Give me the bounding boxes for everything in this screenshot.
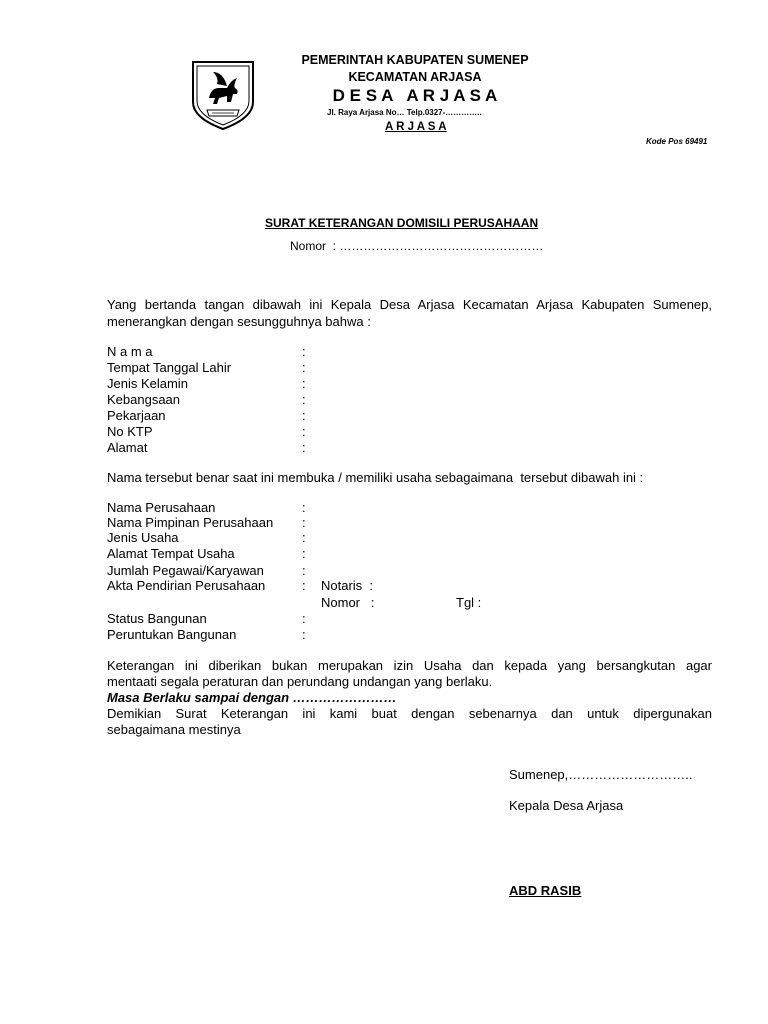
letterhead-village: D E S A A R J A S A [332,86,498,105]
field-colon: : [302,515,306,530]
field-label: Status Bangunan [107,611,207,626]
letterhead-address: Jl. Raya Arjasa No… Telp.0327-………….. [327,108,482,117]
postal-code: Kode Pos 69491 [646,137,708,146]
field-label: Jenis Kelamin [107,376,188,391]
validity-period: Masa Berlaku sampai dengan …………………… [107,690,397,705]
letterhead-town: A R J A S A [385,121,447,133]
field-colon: : [302,440,306,455]
field-colon: : [302,563,306,578]
field-colon: : [302,530,306,545]
field-colon: : [302,546,306,561]
letterhead-government: PEMERINTAH KABUPATEN SUMENEP [301,53,529,67]
closing-line-1: Demikian Surat Keterangan ini kami buat dengan sebenarnya dan untuk dipergunakan [107,706,712,721]
notaris-label: Notaris : [321,578,374,593]
village-logo [187,58,259,132]
field-label: Kebangsaan [107,392,181,407]
field-colon: : [302,424,306,439]
field-label: N a m a [107,344,153,359]
letterhead-district: KECAMATAN ARJASA [348,70,482,84]
field-colon: : [302,500,306,515]
signature-place-date: Sumenep,……………………….. [509,767,693,782]
letter-number: Nomor : …………………………………………… [290,239,544,253]
field-colon: : [302,360,306,375]
field-label: Jenis Usaha [107,530,179,545]
field-label: Tempat Tanggal Lahir [107,360,232,375]
intro-line-2: menerangkan dengan sesungguhnya bahwa : [107,314,371,329]
field-colon: : [302,627,306,642]
signature-name: ABD RASIB [509,883,582,898]
field-label: No KTP [107,424,153,439]
intro-line-1: Yang bertanda tangan dibawah ini Kepala Desa Arjasa Kecamatan Arjasa Kabupaten Sumenep, [107,297,712,312]
field-label: Nama Pimpinan Perusahaan [107,515,274,530]
field-label: Jumlah Pegawai/Karyawan [107,563,264,578]
field-colon: : [302,611,306,626]
remark-line-1: Keterangan ini diberikan bukan merupakan izin Usaha dan kepada yang bersangkutan agar [107,658,712,673]
field-colon: : [302,344,306,359]
pegasus-shield-icon [187,58,259,132]
field-label: Pekarjaan [107,408,166,423]
closing-line-2: sebagaimana mestinya [107,722,241,737]
signature-position: Kepala Desa Arjasa [509,798,624,813]
deed-date-label: Tgl : [456,595,482,610]
field-label: Alamat Tempat Usaha [107,546,235,561]
remark-line-2: mentaati segala peraturan dan perundang undangan yang berlaku. [107,674,493,689]
field-label: Peruntukan Bangunan [107,627,237,642]
field-colon: : [302,376,306,391]
field-colon: : [302,408,306,423]
letter-title: SURAT KETERANGAN DOMISILI PERUSAHAAN [265,216,539,230]
field-colon: : [302,578,306,593]
business-intro: Nama tersebut benar saat ini membuka / memiliki usaha sebagaimana tersebut dibawah ini : [107,470,644,485]
field-label: Alamat [107,440,148,455]
deed-number-label: Nomor : [321,595,375,610]
field-colon: : [302,392,306,407]
field-label: Nama Perusahaan [107,500,216,515]
field-label: Akta Pendirian Perusahaan [107,578,266,593]
